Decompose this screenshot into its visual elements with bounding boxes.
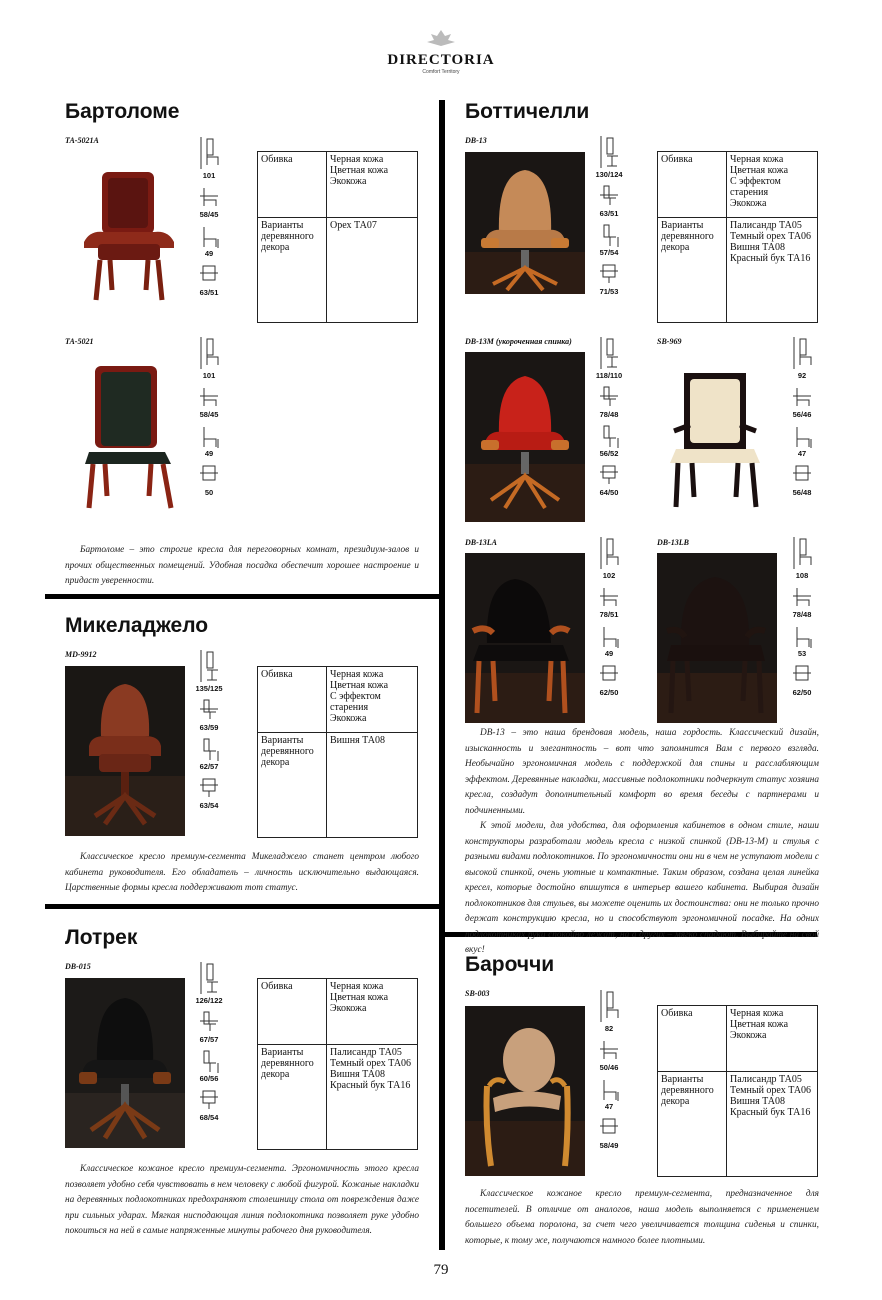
depth-diagram-icon xyxy=(598,183,620,209)
dim-width: 62/50 xyxy=(792,688,812,697)
width-diagram-icon xyxy=(791,662,813,688)
seat-height-diagram-icon xyxy=(598,423,620,449)
product-photo xyxy=(465,553,585,723)
dim-height: 82 xyxy=(604,1024,614,1033)
width-diagram-icon xyxy=(598,261,620,287)
dimensions xyxy=(786,535,818,701)
spec-label-upholstery: Обивка xyxy=(658,152,727,217)
seat-height-diagram-icon xyxy=(598,623,620,649)
height-diagram-icon xyxy=(198,135,220,171)
spec-value: Экокожа xyxy=(330,713,367,724)
height-diagram-icon xyxy=(598,335,620,371)
section-description: Классическое кресло премиум-сегмента Микеладжело станет центром любого кабинета руководителя. Его обладатель – личность исключительно выдающаяся. Царственные формы кресла поддерживают тот статус. xyxy=(65,852,419,893)
height-diagram-icon xyxy=(198,960,220,996)
description-paragraph: К этой модели, для удобства, для оформления кабинетов в одном стиле, наши конструкторы разработали модель кресла с низкой спинкой (DB-13-M) и стулья с разными видами подлокотников. По эргономичности они ни в чем не уступают модели с высокой спинкой, очень уютные и компактные. Таким образом, создана целая линейка кресел, которые достойно впишутся в интерьер вашего кабинета. Выбирая дизайн подлокотников для стульев, вы можете оценить их достоинства: они не только прочно держат конструкцию кресла, но и способствуют эргономичной посадке. На одних подлокотниках руки спокойно лежат, на а других – мягко спадают. Выбирайте на свой вкус! xyxy=(465,821,819,955)
spec-value: Палисандр ТА05 xyxy=(730,1074,802,1085)
height-diagram-icon xyxy=(598,988,620,1024)
spec-value: Экокожа xyxy=(730,1030,767,1041)
depth-diagram-icon xyxy=(791,584,813,610)
section-description: Классическое кожаное кресло премиум-сегмента, предназначенное для посетителей. В отличие от аналогов, наша модель выполняется с применением большего объема поролона, за счет чего увеличивается толщина сиденья и спинки, которые, к тому же, получаются намного более плотными. xyxy=(465,1189,819,1246)
width-diagram-icon xyxy=(198,262,220,288)
section-description: Классическое кожаное кресло премиум-сегмента. Эргономичность этого кресла позволяет удобно себя чувствовать в нем человеку с любой фигурой. Кожаные накладки на деревянных подлокотниках предохраняют столешницу стола от повреждения даже при сильных ударах. Мягкая нисподающая линия подлокотника позволяет руке удобно покоиться на ней в самые напряженные минуты рабочего дня руководителя. xyxy=(65,1164,419,1236)
spec-value: Цветная кожа xyxy=(330,992,389,1003)
seat-height-diagram-icon xyxy=(198,1048,220,1074)
spec-value: Цветная кожа xyxy=(330,165,389,176)
dim-height: 101 xyxy=(202,371,216,380)
model-code: DB-13LB xyxy=(657,538,689,547)
dim-width: 58/49 xyxy=(599,1141,619,1150)
product-photo xyxy=(65,666,185,836)
seat-height-diagram-icon xyxy=(791,423,813,449)
spec-value: Темный орех ТА06 xyxy=(330,1058,412,1069)
spec-value: С эффектом xyxy=(730,176,781,187)
dim-height: 92 xyxy=(797,371,807,380)
dim-width: 56/48 xyxy=(792,488,812,497)
spec-value: Экокожа xyxy=(730,198,767,209)
dim-depth: 56/46 xyxy=(792,410,812,419)
spec-value: Красный бук ТА16 xyxy=(730,1107,811,1118)
dim-width: 62/50 xyxy=(599,688,619,697)
dim-depth: 63/59 xyxy=(199,723,219,732)
height-diagram-icon xyxy=(791,335,813,371)
section-description: Бартоломе – это строгие кресла для переговорных комнат, президиум-залов и прочих общественных помещений. Удобная посадка обеспечит хорошее настроение и придаст уверенности. xyxy=(65,545,419,586)
spec-value: Темный орех ТА06 xyxy=(730,1085,812,1096)
product-photo xyxy=(65,978,185,1148)
spec-label-upholstery: Обивка xyxy=(258,979,327,1044)
model-code: SB-003 xyxy=(465,989,490,998)
dimensions xyxy=(593,988,625,1154)
spec-value: Вишня ТА08 xyxy=(330,1069,386,1080)
product-photo xyxy=(70,150,188,312)
section-divider xyxy=(45,594,439,599)
dim-seat-height: 60/56 xyxy=(199,1074,219,1083)
dim-depth: 63/51 xyxy=(599,209,619,218)
dim-width: 63/54 xyxy=(199,801,219,810)
dim-height: 101 xyxy=(202,171,216,180)
dim-depth: 67/57 xyxy=(199,1035,219,1044)
model-code: SB-969 xyxy=(657,337,682,346)
spec-label-upholstery: Обивка xyxy=(258,152,327,217)
spec-table xyxy=(657,1005,818,1177)
spec-value: старения xyxy=(730,187,769,198)
spec-table xyxy=(657,151,818,323)
seat-height-diagram-icon xyxy=(198,223,220,249)
depth-diagram-icon xyxy=(198,384,220,410)
dimensions xyxy=(193,960,225,1126)
product-photo xyxy=(660,365,770,515)
dim-depth: 58/45 xyxy=(199,410,219,419)
spec-label-wood: Варианты деревянного декора xyxy=(658,1072,727,1176)
product-photo xyxy=(465,152,585,294)
height-diagram-icon xyxy=(198,335,220,371)
width-diagram-icon xyxy=(598,662,620,688)
seat-height-diagram-icon xyxy=(791,623,813,649)
dimensions xyxy=(786,335,818,501)
spec-value: Темный орех ТА06 xyxy=(730,231,812,242)
dim-seat-height: 49 xyxy=(204,449,214,458)
dim-width: 50 xyxy=(204,488,214,497)
spec-value: Красный бук ТА16 xyxy=(330,1080,411,1091)
height-diagram-icon xyxy=(598,535,620,571)
dimensions xyxy=(193,135,225,301)
product-photo xyxy=(465,1006,585,1176)
dim-height: 102 xyxy=(602,571,616,580)
width-diagram-icon xyxy=(791,462,813,488)
spec-label-wood: Варианты деревянного декора xyxy=(258,733,327,837)
crest-icon xyxy=(421,28,461,48)
depth-diagram-icon xyxy=(198,697,220,723)
model-code: DB-13 xyxy=(465,136,487,145)
model-code: MD-9912 xyxy=(65,650,97,659)
description-paragraph: DB-13 – это наша брендовая модель, наша гордость. Классический дизайн, изысканность и элегантность – вот что запомнится Вам с первого взгляда. Необычайно эргономичная модель с поддержкой для спины и расслабляющим эффектом. Деревянные накладки, массивные подлокотники подчеркнут статус хозяина кресла, создадут дополнительный комфорт во время беседы с партнерами и подчиненными. xyxy=(465,728,819,816)
product-photo xyxy=(465,352,585,522)
model-code: DB-015 xyxy=(65,962,91,971)
spec-value: Цветная кожа xyxy=(730,165,789,176)
dim-seat-height: 53 xyxy=(797,649,807,658)
product-photo xyxy=(657,553,777,723)
section-title-lautrec: Лотрек xyxy=(65,926,138,949)
spec-value: Палисандр ТА05 xyxy=(330,1047,402,1058)
dimensions xyxy=(593,134,625,300)
spec-value: Черная кожа xyxy=(330,154,384,165)
dim-seat-height: 49 xyxy=(604,649,614,658)
dim-height: 135/125 xyxy=(195,684,223,693)
spec-value: С эффектом xyxy=(330,691,381,702)
dim-seat-height: 47 xyxy=(797,449,807,458)
dim-width: 71/53 xyxy=(599,287,619,296)
spec-value: Цветная кожа xyxy=(330,680,389,691)
model-code: DB-13M (укороченная спинка) xyxy=(465,337,572,346)
model-code: TA-5021A xyxy=(65,136,99,145)
seat-height-diagram-icon xyxy=(198,423,220,449)
dim-depth: 78/48 xyxy=(792,610,812,619)
height-diagram-icon xyxy=(598,134,620,170)
spec-value: Черная кожа xyxy=(330,669,384,680)
section-title-barocchi: Бароччи xyxy=(465,953,555,976)
width-diagram-icon xyxy=(198,462,220,488)
brand-logo xyxy=(380,28,502,75)
dimensions xyxy=(593,535,625,701)
dim-seat-height: 62/57 xyxy=(199,762,219,771)
spec-table xyxy=(257,978,418,1150)
model-code: DB-13LA xyxy=(465,538,497,547)
spec-label-upholstery: Обивка xyxy=(658,1006,727,1071)
spec-value: Палисандр ТА05 xyxy=(730,220,802,231)
spec-table xyxy=(257,666,418,838)
model-code: TA-5021 xyxy=(65,337,94,346)
dim-depth: 78/48 xyxy=(599,410,619,419)
dim-depth: 58/45 xyxy=(199,210,219,219)
page-number: 79 xyxy=(433,1262,449,1278)
brand-tagline: Сomfort Territory xyxy=(422,69,460,75)
section-description xyxy=(465,726,819,959)
depth-diagram-icon xyxy=(198,184,220,210)
depth-diagram-icon xyxy=(791,384,813,410)
spec-value: Черная кожа xyxy=(730,1008,784,1019)
dim-height: 126/122 xyxy=(195,996,223,1005)
depth-diagram-icon xyxy=(598,1037,620,1063)
spec-value: старения xyxy=(330,702,369,713)
seat-height-diagram-icon xyxy=(198,736,220,762)
product-photo xyxy=(75,360,185,515)
spec-value: Вишня ТА08 xyxy=(730,1096,786,1107)
dim-height: 118/110 xyxy=(595,371,623,380)
spec-label-upholstery: Обивка xyxy=(258,667,327,732)
dim-seat-height: 57/54 xyxy=(599,248,619,257)
spec-value: Экокожа xyxy=(330,176,367,187)
dim-width: 63/51 xyxy=(199,288,219,297)
seat-height-diagram-icon xyxy=(598,222,620,248)
dim-height: 108 xyxy=(795,571,809,580)
spec-value: Вишня ТА08 xyxy=(730,242,786,253)
width-diagram-icon xyxy=(198,775,220,801)
width-diagram-icon xyxy=(598,1115,620,1141)
spec-label-wood: Варианты деревянного декора xyxy=(258,218,327,322)
spec-value: Орех ТА07 xyxy=(330,220,377,231)
depth-diagram-icon xyxy=(598,384,620,410)
dim-height: 130/124 xyxy=(595,170,623,179)
dimensions xyxy=(193,648,225,814)
height-diagram-icon xyxy=(791,535,813,571)
height-diagram-icon xyxy=(198,648,220,684)
spec-label-wood: Варианты деревянного декора xyxy=(258,1045,327,1149)
dim-width: 64/50 xyxy=(599,488,619,497)
section-title-michelangelo: Микеладжело xyxy=(65,614,209,637)
spec-value: Вишня ТА08 xyxy=(330,735,386,746)
dim-depth: 78/51 xyxy=(599,610,619,619)
spec-value: Красный бук ТА16 xyxy=(730,253,811,264)
section-title-botticelli: Боттичелли xyxy=(465,100,590,123)
depth-diagram-icon xyxy=(598,584,620,610)
spec-value: Экокожа xyxy=(330,1003,367,1014)
seat-height-diagram-icon xyxy=(598,1076,620,1102)
depth-diagram-icon xyxy=(198,1009,220,1035)
width-diagram-icon xyxy=(598,462,620,488)
spec-label-wood: Варианты деревянного декора xyxy=(658,218,727,322)
section-title-bartolome: Бартоломе xyxy=(65,100,180,123)
spec-value: Черная кожа xyxy=(330,981,384,992)
dimensions xyxy=(193,335,225,501)
spec-value: Цветная кожа xyxy=(730,1019,789,1030)
dim-depth: 50/46 xyxy=(599,1063,619,1072)
dim-seat-height: 49 xyxy=(204,249,214,258)
dim-width: 68/54 xyxy=(199,1113,219,1122)
dim-seat-height: 47 xyxy=(604,1102,614,1111)
column-divider xyxy=(439,100,445,1250)
dimensions xyxy=(593,335,625,501)
width-diagram-icon xyxy=(198,1087,220,1113)
spec-value: Черная кожа xyxy=(730,154,784,165)
dim-seat-height: 56/52 xyxy=(599,449,619,458)
section-divider xyxy=(45,904,439,909)
brand-name: DIRECTORIA xyxy=(387,52,495,68)
spec-table xyxy=(257,151,418,323)
